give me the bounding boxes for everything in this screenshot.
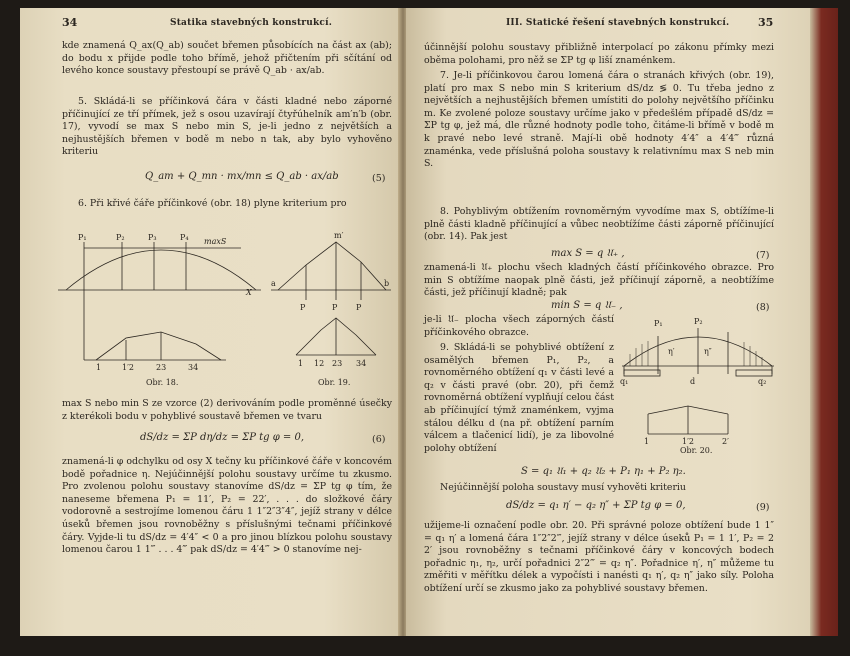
svg-text:η′: η′ (668, 347, 675, 356)
svg-text:P₁: P₁ (654, 319, 663, 328)
svg-text:b: b (384, 279, 390, 288)
svg-text:q₁: q₁ (620, 377, 629, 386)
figure-18-19 (56, 220, 396, 390)
right-page (406, 8, 810, 636)
equation-5-number: (5) (372, 173, 386, 184)
figure-19-drawing (271, 242, 391, 355)
page-number-left: 34 (62, 16, 78, 29)
svg-text:1′2: 1′2 (682, 437, 694, 446)
svg-text:m′: m′ (334, 231, 344, 240)
svg-text:1: 1 (96, 363, 102, 372)
right-paragraph-7: Nejúčinnější poloha soustavy musí vyhověti kriteriu (440, 482, 686, 493)
right-paragraph-4: znamená-li 𝔘₊ plochu všech kladných částí příčinkového obrazce. Pro min S obtížíme naopak plně části, jež příčinují záporně, a neobtížíme části, jež příčinují kladně; pak (424, 262, 774, 299)
figure-20 (618, 314, 778, 454)
svg-text:12: 12 (314, 359, 325, 368)
figure-18-caption: Obr. 18. (146, 378, 179, 387)
right-paragraph-6: 9. Skládá-li se pohyblivé obtížení z osamělých břemen P₁, P₂, a rovnoměrného obtížení q₁ v části levé a q₂ v části pravé (obr. 20), při čemž rovnoměrná obtížení vyplňují celou část ab příčinující týmž znaménkem, vyjma stálou délku d (na př. obtížení parním válcem a tlačenicí lidí), je za libovolné polohy obtížení (424, 342, 614, 454)
equation-7: max S = q 𝔘₊ , (551, 248, 625, 259)
svg-text:d: d (690, 377, 696, 386)
figure-18-labels (78, 233, 252, 372)
figure-19-labels (271, 231, 389, 368)
equation-9-number: (9) (756, 502, 770, 513)
svg-text:1: 1 (298, 359, 304, 368)
running-head-right: III. Statické řešení stavebných konstrukcí. (506, 18, 730, 28)
right-paragraph-5: je-li 𝔘₋ plocha všech záporných částí příčinkového obrazce. (424, 314, 614, 338)
svg-text:2′: 2′ (722, 437, 729, 446)
svg-text:P₂: P₂ (116, 233, 125, 242)
running-head-left: Statika stavebných konstrukcí. (170, 18, 333, 28)
svg-text:1′2: 1′2 (122, 363, 134, 372)
left-paragraph-3: 6. Při křivé čáře příčinkové (obr. 18) plyne kriterium pro (78, 198, 347, 209)
right-paragraph-2: 7. Je-li příčinkovou čarou lomená čára o stranách křivých (obr. 19), platí pro max S nebo min S kriterium dS/dz ≶ 0. Tu třeba jedno z největších a nejhustějších břemen umístiti do polohy největšího příčinku m. Ke zvolené poloze soustavy určíme jako v předešlém případě dS/dz = ΣP tg φ, jež má, dle různé hodnoty podle toho, čitáme-li břímě v bodě m k pravé nebo levé straně. Mají-li obě hodnoty 4′4″ a 4′4‴ různá znaménka, vede příslušná poloha soustavy k relativnímu max S neb min S. (424, 70, 774, 170)
svg-text:X: X (246, 288, 252, 297)
right-paragraph-3: 8. Pohyblivým obtížením rovnoměrným vyvodíme max S, obtížíme-li plně části kladně příčinující a vůbec neobtížíme části záporně příčinující (obr. 14). Pak jest (424, 206, 774, 243)
svg-text:P₃: P₃ (148, 233, 157, 242)
svg-text:η″: η″ (704, 347, 712, 356)
equation-s: S = q₁ 𝔘₁ + q₂ 𝔘₂ + P₁ η₁ + P₂ η₂. (521, 466, 686, 477)
svg-text:1: 1 (644, 437, 650, 446)
svg-text:P₁: P₁ (78, 233, 87, 242)
right-paragraph-8: užijeme-li označení podle obr. 20. Při správné poloze obtížení bude 1 1″ = q₁ η′ a lomená čára 1″2″2‴, jejíž strany v délce úseků P₁ = 1 1′, P₂ = 2 2′ jsou rovnoběžny s tečnami příčinkové čáry v koncových bodech pořadnic η₁, η₂, určí pořadnici 2″2‴ = q₂ η″. Pořadnice η′, η″ můžeme tu změřiti v měřítku délek a vypočísti i nanésti q₁ η′, q₂ η″ jako síly. Poloha obtížení určí se zkusmo jako za pohyblivé soustavy břemen. (424, 520, 774, 594)
svg-text:23: 23 (156, 363, 167, 372)
equation-9: dS/dz = q₁ η′ − q₂ η″ + ΣP tg φ = 0, (506, 500, 686, 511)
left-paragraph-2: 5. Skládá-li se příčinková čára v části kladné nebo záporné příčinující ze tří přímek, jež s osou uzavírají čtyřúhelník am′n′b (obr. 17), vyvodí se max S nebo min S, je-li jedno z největších a nejhustějších břemen v bodě m nebo n tak, aby bylo vyhověno kriteriu (62, 96, 392, 158)
svg-text:P₂: P₂ (694, 317, 703, 326)
left-page (20, 8, 400, 636)
equation-5: Q_am + Q_mn · mx/mn ≤ Q_ab · ax/ab (145, 171, 339, 182)
figure-18-drawing (58, 242, 261, 360)
svg-text:P₄: P₄ (180, 233, 189, 242)
svg-text:P: P (332, 303, 338, 312)
equation-6: dS/dz = ΣP dη/dz = ΣP tg φ = 0, (140, 432, 305, 443)
equation-6-number: (6) (372, 434, 386, 445)
left-paragraph-1: kde znamená Q_ax(Q_ab) součet břemen působících na část ax (ab); do bodu x přijde podle toho břímě, jehož přičtením při sčítání od levého konce soustavy přestoupí se právě Q_ab · ax/ab. (62, 40, 392, 77)
book-cover-edge (810, 8, 838, 636)
equation-7-number: (7) (756, 250, 770, 261)
equation-8-number: (8) (756, 302, 770, 313)
figure-20-caption: Obr. 20. (680, 446, 713, 454)
svg-text:P: P (356, 303, 362, 312)
figure-20-drawing (622, 328, 774, 434)
equation-8: min S = q 𝔘₋ , (551, 300, 623, 311)
svg-text:23: 23 (332, 359, 343, 368)
page-number-right: 35 (758, 16, 774, 29)
figure-20-labels (620, 317, 766, 446)
svg-text:q₂: q₂ (758, 377, 767, 386)
svg-text:34: 34 (356, 359, 367, 368)
right-paragraph-1: účinnější polohu soustavy přibližně interpolací po zákonu přímky mezi oběma polohami, pro něž se ΣP tg φ liší znaménkem. (424, 42, 774, 66)
svg-text:maxS: maxS (204, 237, 227, 246)
svg-text:34: 34 (188, 363, 199, 372)
figure-19-caption: Obr. 19. (318, 378, 351, 387)
svg-text:a: a (271, 279, 276, 288)
left-paragraph-5: znamená-li φ odchylku od osy X tečny ku příčinkové čáře v koncovém bodě pořadnice η. Nejúčinnější polohu soustavy určíme tu zkusmo. Pro zvolenou polohu soustavy stanovíme dS/dz = ΣP tg φ tím, že naneseme břemena P₁ = 11′, P₂ = 22′, . . . do složkové čáry vodorovně a sestrojíme lomenou čáru 1 1″2″3″4″, jejíž strany v délce úseků břemen jsou rovnoběžny s příslušnými tečnami příčinkové čáry. Vyjde-li tu dS/dz = 4′4″ < 0 a pro jinou blízkou polohu soustavy lomenou čarou 1 1‴ . . . 4‴ pak dS/dz = 4′4‴ > 0 stanovíme nej- (62, 456, 392, 556)
figure-20-hatching (630, 341, 762, 366)
svg-text:P: P (300, 303, 306, 312)
left-paragraph-4: max S nebo min S ze vzorce (2) derivováním podle proměnné úsečky z kterékoli bodu v pohyblivé soustavě břemen ve tvaru (62, 398, 392, 422)
